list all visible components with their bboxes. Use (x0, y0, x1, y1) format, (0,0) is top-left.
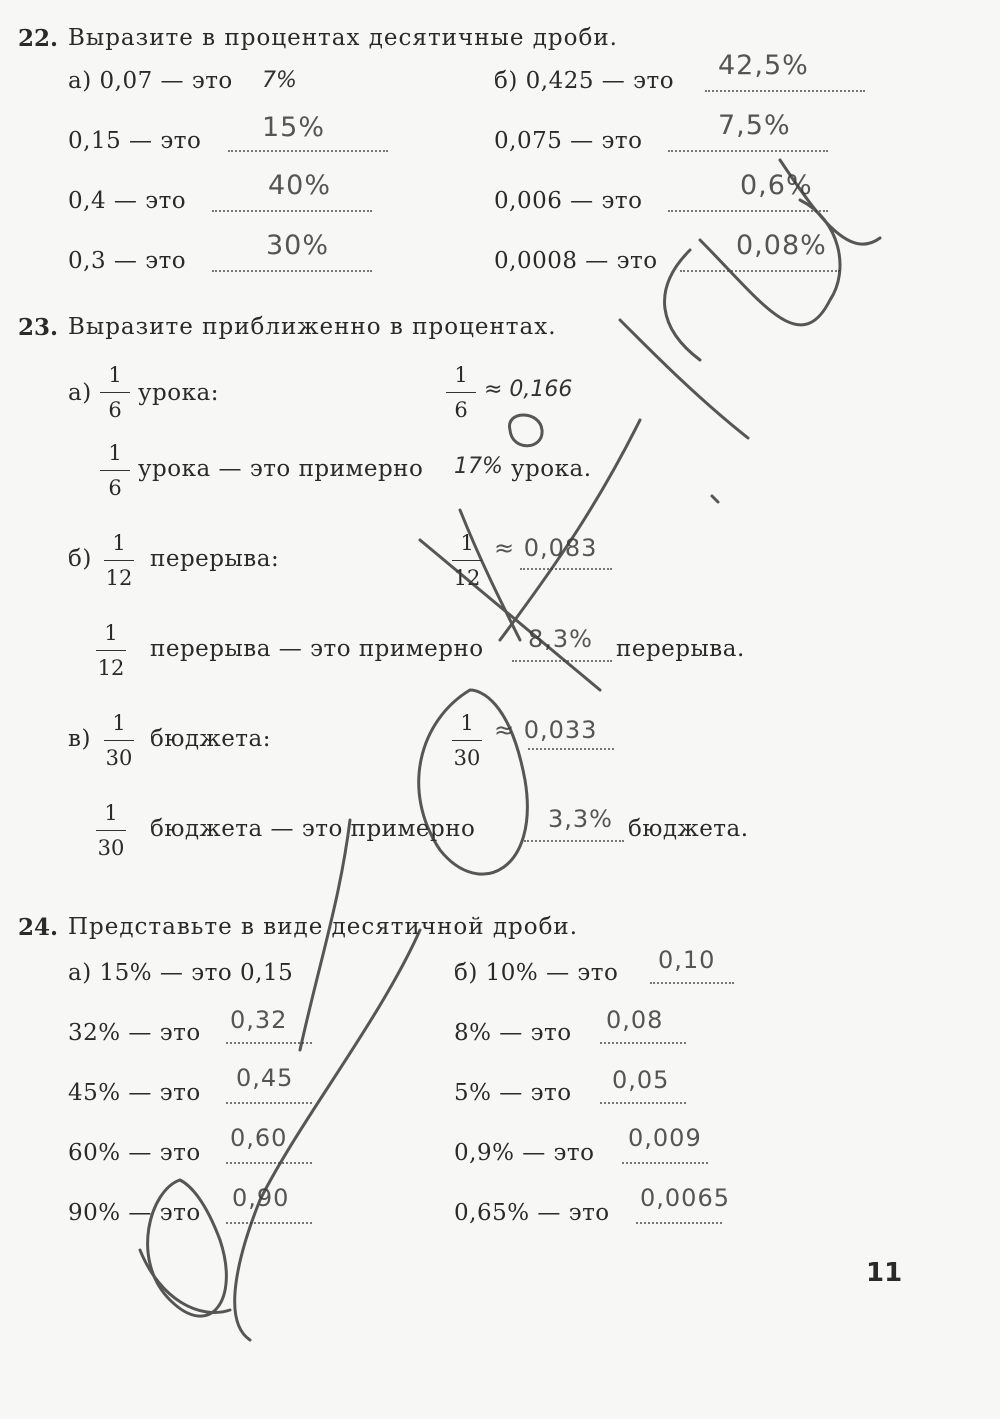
ex23-a-line-word: урока — это примерно (138, 456, 424, 482)
fraction: 1 6 (446, 362, 476, 423)
ex24-right-answer-3: 0,05 (612, 1066, 670, 1094)
ex24-left-label-5: 90% — это (68, 1200, 201, 1226)
ex24-left-label-2: 32% — это (68, 1020, 201, 1046)
scribble-stroke (460, 510, 520, 640)
fraction: 1 30 (453, 711, 481, 770)
fraction: 1 12 (453, 531, 481, 590)
exercise-24-number: 24. (18, 914, 59, 941)
ex24-left-label-3: 45% — это (68, 1080, 201, 1106)
scribble-stroke (140, 1250, 230, 1313)
ex22-left-label-2: 0,15 — это (68, 128, 202, 154)
exercise-23-number: 23. (18, 314, 59, 341)
ex23-c-tail: бюджета. (628, 816, 749, 842)
scribble-stroke (235, 930, 420, 1340)
scribble-stroke (780, 160, 880, 244)
ex24-left-label-4: 60% — это (68, 1140, 201, 1166)
ex22-right-label-2: 0,075 — это (494, 128, 643, 154)
ex22-right-label-3: 0,006 — это (494, 188, 643, 214)
ex24-left-answer-3: 0,45 (236, 1064, 294, 1092)
ex24-right-label-4: 0,9% — это (454, 1140, 595, 1166)
ex22-left-answer-4: 30% (266, 230, 330, 261)
scribble-stroke (419, 690, 528, 874)
fraction: 1 6 (100, 362, 130, 423)
ex24-right-answer-4: 0,009 (628, 1124, 702, 1152)
exercise-24-title: Представьте в виде десятичной дроби. (68, 914, 579, 940)
ex24-right-answer-5: 0,0065 (640, 1184, 730, 1212)
fraction: 1 30 (105, 711, 133, 770)
ex24-right-answer-1: 0,10 (658, 946, 716, 974)
ex22-left-label-1: а) 0,07 — это (68, 68, 233, 94)
fraction: 1 12 (97, 621, 125, 680)
ex24-right-label-5: 0,65% — это (454, 1200, 610, 1226)
ex23-a-calc: ≈ 0,166 (484, 377, 573, 402)
ex24-left-answer-5: 0,90 (232, 1184, 290, 1212)
exercise-23-title: Выразите приближенно в процентах. (68, 314, 557, 340)
scribble-stroke (148, 1180, 227, 1316)
ex24-left-answer-2: 0,32 (230, 1006, 288, 1034)
ex22-right-answer-1: 42,5% (718, 50, 809, 81)
ex23-a-answer: 17% (454, 454, 503, 479)
fraction: 1 6 (100, 440, 130, 501)
ex22-right-answer-3: 0,6% (740, 170, 813, 201)
ex23-b-tail: перерыва. (616, 636, 745, 662)
ex24-right-label-3: 5% — это (454, 1080, 572, 1106)
scribble-stroke (700, 200, 840, 325)
ex24-right-answer-2: 0,08 (606, 1006, 664, 1034)
ex23-b-answer: 8,3% (528, 625, 593, 653)
ex23-a-tail: урока. (511, 456, 592, 482)
scribble-stroke (665, 250, 700, 360)
ex22-left-answer-2: 15% (262, 112, 326, 143)
ex23-a-label: а) (68, 380, 92, 406)
ex24-right-label-2: 8% — это (454, 1020, 572, 1046)
scribble-stroke (712, 496, 718, 502)
ex23-b-line-word: перерыва — это примерно (150, 636, 484, 662)
ex23-b-word: перерыва: (150, 546, 280, 572)
ex23-c-label: в) (68, 726, 91, 752)
fraction: 1 12 (105, 531, 133, 590)
exercise-22-title: Выразите в процентах десятичные дроби. (68, 25, 618, 51)
ex23-c-line-word: бюджета — это примерно (150, 816, 476, 842)
page-number: 11 (866, 1258, 903, 1288)
ex22-left-answer-1: 7% (262, 68, 297, 93)
scribble-stroke (420, 540, 600, 690)
exercise-22-number: 22. (18, 25, 59, 52)
ex22-right-answer-2: 7,5% (718, 110, 791, 141)
ex23-c-word: бюджета: (150, 726, 271, 752)
ex22-left-label-3: 0,4 — это (68, 188, 187, 214)
ex22-left-label-4: 0,3 — это (68, 248, 187, 274)
scribble-stroke (510, 415, 543, 446)
ex23-b-label: б) (68, 546, 92, 572)
ex22-right-label-1: б) 0,425 — это (494, 68, 675, 94)
ex22-right-answer-4: 0,08% (736, 230, 827, 261)
fraction: 1 30 (97, 801, 125, 860)
ex22-left-answer-3: 40% (268, 170, 332, 201)
scribble-stroke (300, 820, 350, 1050)
ex23-a-word: урока: (138, 380, 219, 406)
ex24-right-label-1: б) 10% — это (454, 960, 619, 986)
ex23-b-calc: ≈ 0,083 (494, 534, 598, 562)
ex23-c-calc: ≈ 0,033 (494, 716, 598, 744)
ex23-c-answer: 3,3% (548, 805, 613, 833)
scribble-stroke (500, 420, 640, 640)
ex24-left-label-1: а) 15% — это 0,15 (68, 960, 294, 986)
ex24-left-answer-4: 0,60 (230, 1124, 288, 1152)
ex22-right-label-4: 0,0008 — это (494, 248, 658, 274)
